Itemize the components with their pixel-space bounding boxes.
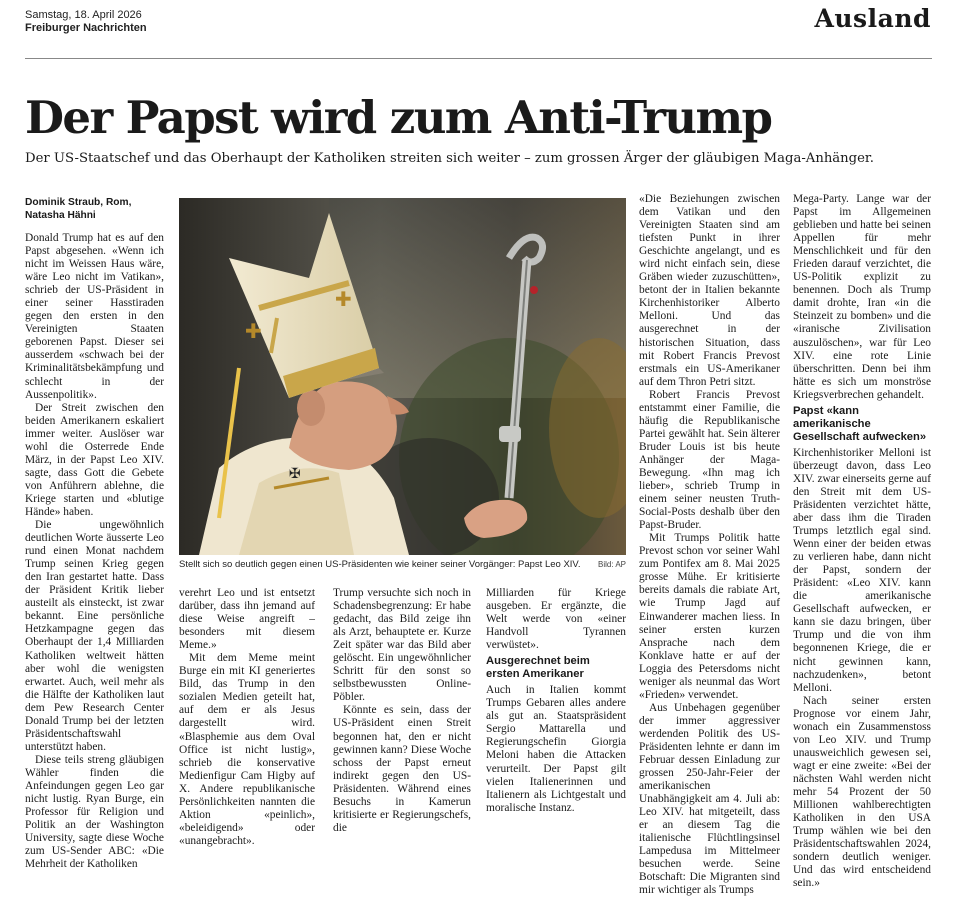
svg-text:✠: ✠	[289, 466, 301, 482]
paragraph: «Die Beziehungen zwischen dem Vatikan und den Vereinigten Staaten sind am tiefsten Punkt in ihrer Geschichte angelangt, und es wird nicht einfach sein, diese Gräben wieder zuzuschütten», betont der in Italien bekannte Kirchenhistoriker Alberto Melloni. Und das ausgerechnet in der historischen Situation, dass mit Robert Francis Prevost erstmals ein US-Amerikaner auf dem Thron Petri sitzt.	[639, 193, 780, 388]
photo-credit: Bild: AP	[598, 560, 627, 569]
author-line: Natasha Hähni	[25, 210, 96, 221]
headline: Der Papst wird zum Anti-Trump	[25, 91, 772, 144]
paragraph: Mega-Party. Lange war der Papst im Allgemeinen geblieben und hatte bei seinen Appellen für mehr Menschlichkeit und für den Frieden darauf verzichtet, die US-Politik explizit zu benennen. Doch als Trump damit drohte, Iran «in die Steinzeit zu bomben» und die «iranische Zivilisation auszulöschen», war für Leo XIV. eine rote Linie überschritten. Denn bei ihm hätte es sich um monströse Kriegsverbrechen gehandelt.	[793, 193, 931, 401]
paragraph: Robert Francis Prevost entstammt einer Familie, die häufig die Republikanische Partei gewählt hat. Sein älterer Bruder Louis ist bis heute Anhänger der Maga-Bewegung. «Ihn mag ich lieber», schrieb Trump in einem seiner neusten Truth-Social-Posts deshalb über den Papst-Bruder.	[639, 388, 780, 532]
paragraph: Kirchenhistoriker Melloni ist überzeugt davon, dass Leo XIV. zwar einerseits gerne auf den Streit mit dem US-Präsidenten verzichtet hätte, aber dass ihm die Tiraden Trumps letztlich egal sind. Wenn einer der beiden etwas zu verlieren habe, dann nicht der Papst, sondern der Präsident: «Leo XIV. kann die amerikanische Gesellschaft aufwecken, er kann sie dazu bringen, über Trump und die von ihm begonnenen Kriege, die er nicht gewinnen kann, nachzudenken», betont Melloni.	[793, 446, 931, 694]
paragraph: Nach seiner ersten Prognose vor einem Jahr, wonach ein Zusammenstoss von Leo XIV. und Trump unausweichlich gewesen sei, wagt er eine zweite: «Bei der nächsten Wahl werden nicht mehr 54 Prozent der 50 Millionen wahlberechtigten Katholiken in den USA Trump wählen wie bei den Präsidentschaftswahlen 2024, sondern deutlich weniger. Und das wird entscheidend sein.»	[793, 694, 931, 890]
column-1	[25, 232, 164, 871]
subheading: Papst «kann amerikanische Gesellschaft aufwecken»	[793, 404, 927, 443]
publication-name: Freiburger Nachrichten	[25, 22, 147, 34]
column-4	[486, 587, 626, 815]
paragraph: Die ungewöhnlich deutlichen Worte äusserte Leo rund einen Monat nachdem Trump seinen Krieg gegen den Iran gestartet hatte. Dass der Präsident Kritik lieber austeilt als einsteckt, ist zwar bekannt. Eine persönliche Hetzkampagne gegen das Oberhaupt der 1,4 Milliarden Katholiken weltweit hätten aber wohl die wenigsten erwartet. Auch, weil mehr als die Hälfte der Katholiken laut dem Pew Research Center Donald Trump bei der letzten Präsidentschaftswahl unterstützt haben.	[25, 519, 164, 753]
paragraph: Könnte es sein, dass der US-Präsident einen Streit begonnen hat, den er nicht gewinnen kann? Diese Woche schoss der Papst erneut indirekt gegen den US-Präsidenten. Während eines Besuchs in Kamerun kritisierte er Regierungschefs, die	[333, 704, 471, 834]
column-5	[639, 193, 780, 898]
paragraph: Mit Trumps Politik hatte Prevost schon vor seiner Wahl zum Pontifex am 8. Mai 2025 grosse Mühe. Er kritisierte bereits damals die rabiate Art, wie Trump Jagd auf Einwanderer machen liess. In seiner ersten kurzen Ansprache nach dem Konklave hatte er auf der Loggia des Petersdoms nicht weniger als neunmal das Wort «Frieden» verwendet.	[639, 532, 780, 701]
author-byline	[25, 196, 165, 222]
paragraph: Mit dem Meme meint Burge ein mit KI generiertes Bild, das Trump in den sozialen Medien geteilt hat, auf dem er als Jesus dargestellt wird. «Blasphemie aus dem Oval Office ist nicht lustig», schrieb die konservative Medienfigur Cam Higby auf X. Andere republikanische Persönlichkeiten nannten die Aktion «peinlich», «beleidigend» oder «unangebracht».	[179, 652, 315, 847]
header-divider	[25, 58, 932, 59]
column-3	[333, 587, 471, 835]
paragraph: verehrt Leo und ist entsetzt darüber, dass ihn jemand auf diese Weise angreift – besonders mit diesem Meme.»	[179, 587, 315, 652]
photo-caption: Stellt sich so deutlich gegen einen US-Präsidenten wie keiner seiner Vorgänger: Papst Leo XIV.	[179, 559, 581, 570]
svg-text:✚: ✚	[335, 287, 352, 311]
paragraph: Auch in Italien kommt Trumps Gebaren alles andere als gut an. Staatspräsident Sergio Mattarella und Regierungschefin Giorgia Meloni haben die Attacken verurteilt. Der Papst gilt vielen Italienerinnen und Italienern als Lichtgestalt und moralische Instanz.	[486, 684, 626, 814]
paragraph: Aus Unbehagen gegenüber der immer aggressiver werdenden Politik des US-Präsidenten lehnte er dann im Februar dessen Einladung zur grossen 250-Jahr-Feier der amerikanischen Unabhängigkeit am 4. Juli ab: Leo XIV. hat mitgeteilt, dass er an diesem Tag die italienische Flüchtlingsinsel Lampedusa im Mittelmeer besuchen werde. Seine Botschaft: Die Migranten sind mir wichtiger als Trumps	[639, 701, 780, 897]
article-photo	[179, 198, 626, 555]
paragraph: Donald Trump hat es auf den Papst abgesehen. «Wenn ich nicht im Weissen Haus wäre, wäre Leo nicht im Vatikan», schrieb der US-Präsident in einer seiner Hasstiraden gegen den ersten in den Vereinigten Staaten geborenen Papst. Dieser sei ausserdem «schwach bei der Kriminalitätsbekämpfung und schlecht in der Aussenpolitik».	[25, 232, 164, 401]
paragraph: Diese teils streng gläubigen Wähler finden die Anfeindungen gegen Leo gar nicht lustig. Ryan Burge, ein Professor für Religion und Politik an der Washington University, sagte diese Woche zum US-Sender ABC: «Die Mehrheit der Katholiken	[25, 753, 164, 871]
column-2	[179, 587, 315, 848]
paragraph: Milliarden für Kriege ausgeben. Er ergänzte, die Welt werde von «einer Handvoll Tyrannen verwüstet».	[486, 587, 626, 652]
column-6	[793, 193, 931, 890]
subheadline: Der US-Staatschef und das Oberhaupt der Katholiken streiten sich weiter – zum grossen Ärger der gläubigen Maga-Anhänger.	[25, 151, 874, 166]
author-line: Dominik Straub, Rom,	[25, 197, 132, 208]
section-title: Ausland	[814, 4, 931, 33]
paragraph: Der Streit zwischen den beiden Amerikanern eskaliert immer weiter. Auslöser war wohl die Osterrede Ende März, in der Papst Leo XIV. sagte, dass Gott die Gebete von Anführern ablehne, die Kriege starten und «blutige Hände» haben.	[25, 401, 164, 518]
publication-date: Samstag, 18. April 2026	[25, 9, 142, 21]
svg-text:✚: ✚	[245, 319, 262, 343]
paragraph: Trump versuchte sich noch in Schadensbegrenzung: Er habe gedacht, das Bild zeige ihn als Arzt, behauptete er. Kurze Zeit später war das Bild aber gelöscht. Ein ungewöhnlicher Schritt für den sonst so selbstbewussten Online-Pöbler.	[333, 587, 471, 704]
pope-photo-illustration	[179, 198, 626, 555]
subheading: Ausgerechnet beim ersten Amerikaner	[486, 655, 590, 681]
